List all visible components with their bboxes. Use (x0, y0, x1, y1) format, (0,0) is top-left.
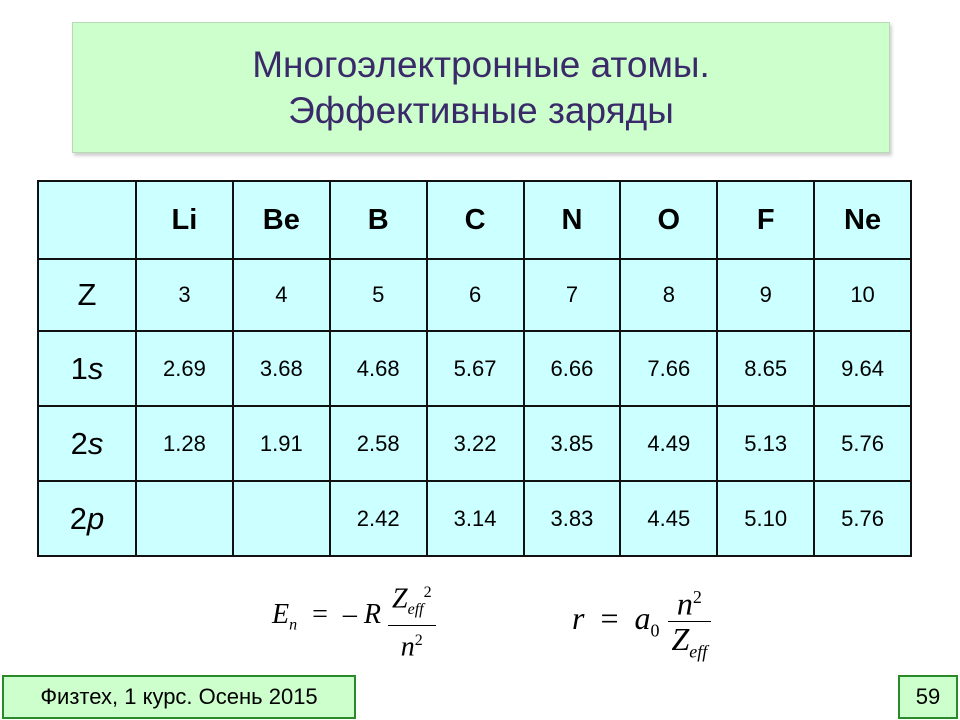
effective-charge-table (37, 180, 912, 557)
radius-denominator-symbol: Z (671, 620, 690, 657)
element-header: N (524, 181, 621, 259)
energy-numerator-symbol: Z (392, 583, 408, 615)
table-cell: 3.85 (524, 406, 621, 481)
energy-formula (272, 578, 436, 662)
table-cell: 5.76 (814, 481, 911, 556)
element-header: F (717, 181, 814, 259)
radius-numerator (673, 580, 706, 621)
table-row (38, 331, 911, 406)
table-row (38, 406, 911, 481)
table-cell: 6.66 (524, 331, 621, 406)
radius-coefficient: a (634, 599, 651, 636)
row-label-main: 1 (70, 350, 88, 386)
table-cell: 6 (427, 259, 524, 331)
row-label (38, 259, 136, 331)
energy-lhs: E (272, 598, 290, 630)
table-cell: 3.83 (524, 481, 621, 556)
row-label-main: 2 (69, 500, 87, 536)
table-cell: 5 (330, 259, 427, 331)
row-label (38, 331, 136, 406)
table-cell: 5.13 (717, 406, 814, 481)
table-cell: 5.10 (717, 481, 814, 556)
element-header: C (427, 181, 524, 259)
table-cell: 8 (620, 259, 717, 331)
table-cell: 2.42 (330, 481, 427, 556)
radius-numerator-power: 2 (692, 587, 702, 607)
element-header: O (620, 181, 717, 259)
radius-lhs: r (572, 599, 585, 636)
energy-lhs-subscript: n (289, 616, 298, 634)
radius-equals: = (600, 599, 619, 636)
energy-denominator-symbol: n (400, 631, 415, 663)
row-label-main: 2 (70, 425, 88, 461)
row-label (38, 406, 136, 481)
table-cell: 3.22 (427, 406, 524, 481)
table-cell: 1.28 (136, 406, 233, 481)
title-banner (72, 22, 890, 153)
table-cell (233, 481, 330, 556)
row-label-main: Z (77, 277, 97, 312)
table-cell: 4 (233, 259, 330, 331)
element-header: Be (233, 181, 330, 259)
table-cell: 3.14 (427, 481, 524, 556)
table-cell: 1.91 (233, 406, 330, 481)
radius-denominator-subscript: eff (689, 641, 708, 662)
energy-fraction (388, 578, 436, 662)
title-line-2: Эффективные заряды (288, 89, 674, 131)
table-row (38, 481, 911, 556)
table-cell: 5.76 (814, 406, 911, 481)
footer-course-label: Физтех, 1 курс. Осень 2015 (2, 675, 356, 719)
table-cell (136, 481, 233, 556)
table-header-row (38, 181, 911, 259)
energy-coefficient: R (363, 598, 382, 630)
table-cell: 9.64 (814, 331, 911, 406)
table-cell: 2.58 (330, 406, 427, 481)
row-label-orbital: s (87, 350, 104, 386)
title-line-1: Многоэлектронные атомы. (252, 43, 710, 85)
table-cell: 4.68 (330, 331, 427, 406)
table-cell: 8.65 (717, 331, 814, 406)
energy-numerator-power: 2 (423, 584, 432, 601)
table-cell: 4.45 (620, 481, 717, 556)
table-row (38, 259, 911, 331)
radius-numerator-symbol: n (676, 585, 693, 622)
element-header: Li (136, 181, 233, 259)
table-cell: 9 (717, 259, 814, 331)
table-cell: 3 (136, 259, 233, 331)
element-header: Ne (814, 181, 911, 259)
element-header: B (330, 181, 427, 259)
radius-coefficient-subscript: 0 (650, 620, 660, 641)
radius-denominator (668, 622, 712, 668)
row-label-orbital: s (87, 425, 104, 461)
table-cell: 2.69 (136, 331, 233, 406)
table-cell: 7.66 (620, 331, 717, 406)
table-cell: 3.68 (233, 331, 330, 406)
table-cell: 10 (814, 259, 911, 331)
energy-minus: – (342, 598, 357, 630)
radius-fraction (668, 580, 712, 668)
slide-number: 59 (898, 675, 958, 719)
table-cell: 4.49 (620, 406, 717, 481)
row-label-orbital: p (87, 500, 105, 536)
energy-denominator-power: 2 (414, 631, 423, 649)
table-cell: 5.67 (427, 331, 524, 406)
energy-equals: = (312, 598, 328, 630)
energy-numerator (388, 578, 436, 625)
energy-denominator (397, 626, 427, 662)
table-cell: 7 (524, 259, 621, 331)
energy-numerator-subscript: eff (407, 600, 424, 618)
table-corner-cell (38, 181, 136, 259)
row-label (38, 481, 136, 556)
radius-formula (572, 580, 711, 668)
